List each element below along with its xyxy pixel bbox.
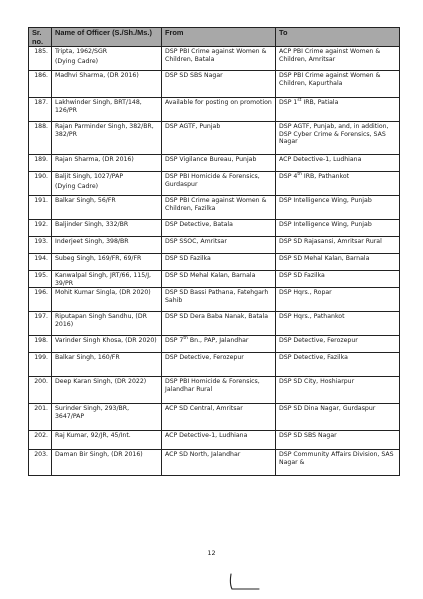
- table-row: [29, 288, 400, 312]
- table-row: [29, 271, 400, 288]
- cell-from: DSP PBI Crime against Women & Children, Batala: [162, 47, 276, 71]
- cell-to: DSP Intelligence Wing, Punjab: [276, 220, 400, 237]
- cell-to: DSP Intelligence Wing, Punjab: [276, 196, 400, 220]
- cell-officer-name: [52, 220, 162, 237]
- table-row: [29, 196, 400, 220]
- officer-name-text: Riputapan Singh Sandhu, (DR 2016): [55, 313, 147, 328]
- cell-sr-no: 199.: [29, 353, 52, 377]
- officer-name-text: Rajan Sharma, (DR 2016): [55, 156, 134, 164]
- cell-from: DSP Detective, Ferozepur: [162, 353, 276, 377]
- table-header-row: [29, 28, 400, 47]
- cell-to: DSP SD Fazilka: [276, 271, 400, 288]
- cell-from: DSP SD SBS Nagar: [162, 71, 276, 98]
- cell-officer-name: [52, 431, 162, 450]
- transfer-table: [28, 27, 400, 476]
- cell-to: ACP Detective-1, Ludhiana: [276, 155, 400, 172]
- cell-officer-name: [52, 237, 162, 254]
- table-row: [29, 237, 400, 254]
- cell-sr-no: 190.: [29, 172, 52, 196]
- officer-name-text: Inderjeet Singh, 398/BR: [55, 238, 129, 246]
- table-row: [29, 431, 400, 450]
- officer-name-text: Daman Bir Singh, (DR 2016): [55, 451, 143, 459]
- cell-from: DSP SD Mehal Kalan, Barnala: [162, 271, 276, 288]
- table-row: [29, 220, 400, 237]
- cell-from: DSP Detective, Batala: [162, 220, 276, 237]
- officer-name-text: Deep Karan Singh, (DR 2022): [55, 378, 147, 386]
- officer-name-text: Rajan Parminder Singh, 382/BR, 382/PR: [55, 123, 154, 138]
- cell-from: ACP SD Central, Amritsar: [162, 404, 276, 431]
- cell-to: DSP Detective, Fazilka: [276, 353, 400, 377]
- officer-name-text: Balkar Singh, 56/FR: [55, 197, 116, 205]
- cell-sr-no: 191.: [29, 196, 52, 220]
- cell-sr-no: 197.: [29, 312, 52, 336]
- cell-to: DSP Hqrs., Pathankot: [276, 312, 400, 336]
- cell-sr-no: 189.: [29, 155, 52, 172]
- cell-officer-name: [52, 122, 162, 155]
- cell-officer-name: [52, 450, 162, 476]
- cell-to: ACP PBI Crime against Women & Children, Amritsar: [276, 47, 400, 71]
- table-row: [29, 336, 400, 353]
- cell-sr-no: 188.: [29, 122, 52, 155]
- cell-officer-name: [52, 404, 162, 431]
- cell-sr-no: 201.: [29, 404, 52, 431]
- table-row: [29, 47, 400, 71]
- officer-name-text: Lakhwinder Singh, BRT/148, 126/PR: [55, 99, 142, 114]
- signature-mark: [225, 572, 265, 596]
- cell-from: DSP SD Bassi Pathana, Fatehgarh Sahib: [162, 288, 276, 312]
- table-row: [29, 155, 400, 172]
- cell-officer-name: [52, 71, 162, 98]
- officer-name-text: Madhvi Sharma, (DR 2016): [55, 72, 139, 80]
- cell-from: DSP SD Fazilka: [162, 254, 276, 271]
- cell-officer-name: [52, 254, 162, 271]
- cell-to: DSP 4th IRB, Pathankot: [276, 172, 400, 196]
- cell-officer-name: [52, 47, 162, 71]
- cell-sr-no: 185.: [29, 47, 52, 71]
- cell-from: DSP PBI Homicide & Forensics, Gurdaspur: [162, 172, 276, 196]
- page-number: 12: [207, 549, 216, 557]
- table-row: [29, 98, 400, 122]
- table-row: [29, 450, 400, 476]
- cell-sr-no: 202.: [29, 431, 52, 450]
- cell-to: DSP AGTF, Punjab, and, in addition, DSP Cyber Crime & Forensics, SAS Nagar: [276, 122, 400, 155]
- cell-officer-name: [52, 288, 162, 312]
- header-from: From: [162, 28, 276, 47]
- cell-officer-name: [52, 172, 162, 196]
- cell-to: DSP SD Rajasansi, Amritsar Rural: [276, 237, 400, 254]
- cell-officer-name: [52, 196, 162, 220]
- cell-to: DSP Detective, Ferozepur: [276, 336, 400, 353]
- cell-officer-name: [52, 336, 162, 353]
- officer-name-text: Balkar Singh, 160/FR: [55, 354, 120, 362]
- officer-name-text: Surinder Singh, 293/BR, 3647/PAP: [55, 405, 130, 420]
- cell-to: DSP SD Mehal Kalan, Barnala: [276, 254, 400, 271]
- cell-from: DSP SD Dera Baba Nanak, Batala: [162, 312, 276, 336]
- cell-to: DSP SD SBS Nagar: [276, 431, 400, 450]
- table-row: [29, 254, 400, 271]
- cell-to: DSP SD City, Hoshiarpur: [276, 377, 400, 404]
- cell-sr-no: 186.: [29, 71, 52, 98]
- officer-cadre-note: (Dying Cadre): [55, 182, 99, 190]
- table-row: [29, 71, 400, 98]
- cell-sr-no: 200.: [29, 377, 52, 404]
- table-row: [29, 353, 400, 377]
- cell-officer-name: [52, 312, 162, 336]
- cell-officer-name: [52, 353, 162, 377]
- table-row: [29, 122, 400, 155]
- officer-name-text: Raj Kumar, 92/JR, 45/Int.: [55, 432, 131, 440]
- header-officer-name: Name of Officer (S./Sh./Ms.): [52, 28, 162, 47]
- cell-from: DSP AGTF, Punjab: [162, 122, 276, 155]
- cell-officer-name: [52, 377, 162, 404]
- cell-officer-name: [52, 98, 162, 122]
- cell-sr-no: 203.: [29, 450, 52, 476]
- table-row: [29, 312, 400, 336]
- officer-name-text: Kanwalpal Singh, JRT/66, 115/J, 39/PR: [55, 272, 152, 287]
- cell-officer-name: [52, 271, 162, 288]
- officer-name-text: Baljinder Singh, 332/BR: [55, 221, 129, 229]
- cell-sr-no: 193.: [29, 237, 52, 254]
- officer-name-text: Subeg Singh, 169/FR, 69/FR: [55, 255, 142, 263]
- transfer-order-table-wrapper: [28, 27, 399, 476]
- cell-sr-no: 187.: [29, 98, 52, 122]
- cell-to: DSP Hqrs., Ropar: [276, 288, 400, 312]
- officer-cadre-note: (Dying Cadre): [55, 57, 99, 65]
- cell-from: DSP Vigilance Bureau, Punjab: [162, 155, 276, 172]
- cell-sr-no: 198.: [29, 336, 52, 353]
- cell-from: Available for posting on promotion: [162, 98, 276, 122]
- officer-name-text: Tripta, 1962/SGR: [55, 48, 108, 56]
- cell-from: DSP SSOC, Amritsar: [162, 237, 276, 254]
- officer-name-text: Baljit Singh, 1027/PAP: [55, 173, 124, 181]
- officer-name-text: Mohit Kumar Singla, (DR 2020): [55, 289, 151, 297]
- officer-name-text: Varinder Singh Khosa, (DR 2020): [55, 337, 157, 345]
- cell-from: DSP PBI Homicide & Forensics, Jalandhar Rural: [162, 377, 276, 404]
- cell-from: DSP PBI Crime against Women & Children, Fazilka: [162, 196, 276, 220]
- cell-to: DSP PBI Crime against Women & Children, Kapurthala: [276, 71, 400, 98]
- cell-sr-no: 192.: [29, 220, 52, 237]
- cell-from: ACP Detective-1, Ludhiana: [162, 431, 276, 450]
- cell-to: DSP 1st IRB, Patiala: [276, 98, 400, 122]
- cell-to: DSP Community Affairs Division, SAS Nagar &: [276, 450, 400, 476]
- cell-to: DSP SD Dina Nagar, Gurdaspur: [276, 404, 400, 431]
- cell-sr-no: 195.: [29, 271, 52, 288]
- table-body: [29, 47, 400, 476]
- cell-from: ACP SD North, Jalandhar: [162, 450, 276, 476]
- header-sr-no: Sr. no.: [29, 28, 52, 47]
- cell-sr-no: 196.: [29, 288, 52, 312]
- table-row: [29, 172, 400, 196]
- cell-from: DSP 7th Bn., PAP, Jalandhar: [162, 336, 276, 353]
- cell-sr-no: 194.: [29, 254, 52, 271]
- table-row: [29, 377, 400, 404]
- table-row: [29, 404, 400, 431]
- cell-officer-name: [52, 155, 162, 172]
- header-to: To: [276, 28, 400, 47]
